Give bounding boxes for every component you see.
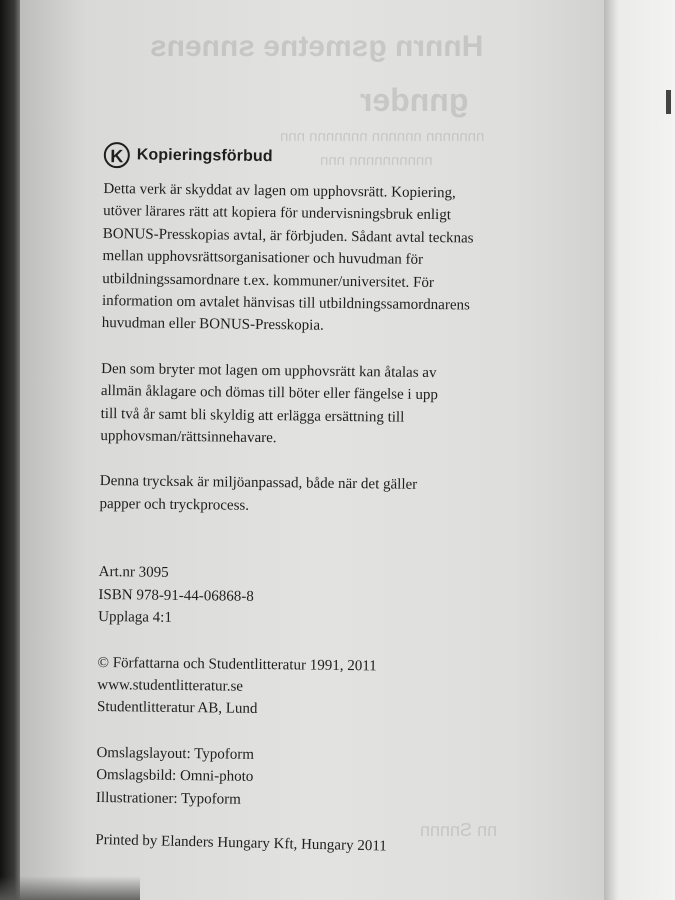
bottom-shadow (0, 876, 140, 900)
show-through-text: gnnder (360, 82, 469, 118)
text-line: allmän åklagare och dömas till böter eller fängelse i upp (100, 383, 438, 404)
environment-paragraph (99, 470, 520, 520)
heading-kopieringsforbud: Kopieringsförbud (136, 146, 273, 166)
text-line: papper och tryckprocess. (99, 495, 250, 514)
show-through-text: nn Snnnn (420, 820, 498, 840)
show-through-text: Hnnrn gsmetne snnens (150, 30, 484, 63)
heading-row (104, 140, 524, 175)
adjacent-page (604, 0, 675, 900)
edition-info (98, 561, 519, 633)
cover-layout-credit: Omslagslayout: Typoform (96, 744, 255, 763)
cover-image-credit: Omslagsbild: Omni-photo (96, 767, 254, 785)
text-line: upphovsman/rättsinnehavare. (100, 428, 277, 447)
isbn: ISBN 978-91-44-06868-8 (98, 586, 254, 605)
text-line: till två år samt bli skyldig att erlägga ersättning till (100, 405, 405, 426)
adjacent-page-mark (666, 90, 671, 114)
text-line: utöver lärares rätt att kopiera för undervisningsbruk enligt (103, 203, 452, 224)
art-nr: Art.nr 3095 (98, 564, 169, 582)
show-through-text: nnnnnnnnnn nnn (320, 152, 433, 169)
upplaga: Upplaga 4:1 (98, 609, 172, 626)
colophon (95, 140, 524, 856)
text-line: Denna trycksak är miljöanpassad, både när det gäller (99, 473, 418, 494)
publisher-company: Studentlitteratur AB, Lund (96, 699, 258, 718)
copyright-paragraph (102, 178, 524, 340)
text-line: huvudman eller BONUS-Presskopia. (101, 315, 324, 335)
text-line: mellan upphovsrättsorganisationer och huvudman för (102, 248, 424, 269)
penalty-paragraph (100, 358, 521, 453)
website: www.studentlitteratur.se (97, 676, 244, 695)
printer-line: Printed by Elanders Hungary Kft, Hungary 2011 (95, 831, 387, 855)
text-line: information om avtalet hänvisas till utbildningssamordnarens (101, 293, 470, 314)
text-line: utbildningssamordnare t.ex. kommuner/universitet. För (102, 270, 435, 291)
text-line: Den som bryter mot lagen om upphovsrätt kan åtalas av (101, 360, 437, 381)
copyright-line: © Författarna och Studentlitteratur 1991, 2011 (97, 654, 377, 674)
text-line: BONUS-Presskopias avtal, är förbjuden. Sådant avtal tecknas (102, 225, 474, 247)
credits (96, 742, 517, 814)
text-line: Detta verk är skyddat av lagen om upphovsrätt. Kopiering, (103, 180, 456, 202)
publisher-info (97, 651, 518, 723)
illustrations-credit: Illustrationer: Typoform (95, 789, 241, 808)
show-through-text: nnnnnnn nnnnnn nnnnnnn nnn (280, 128, 485, 145)
kopiering-k-icon: K (104, 142, 130, 168)
